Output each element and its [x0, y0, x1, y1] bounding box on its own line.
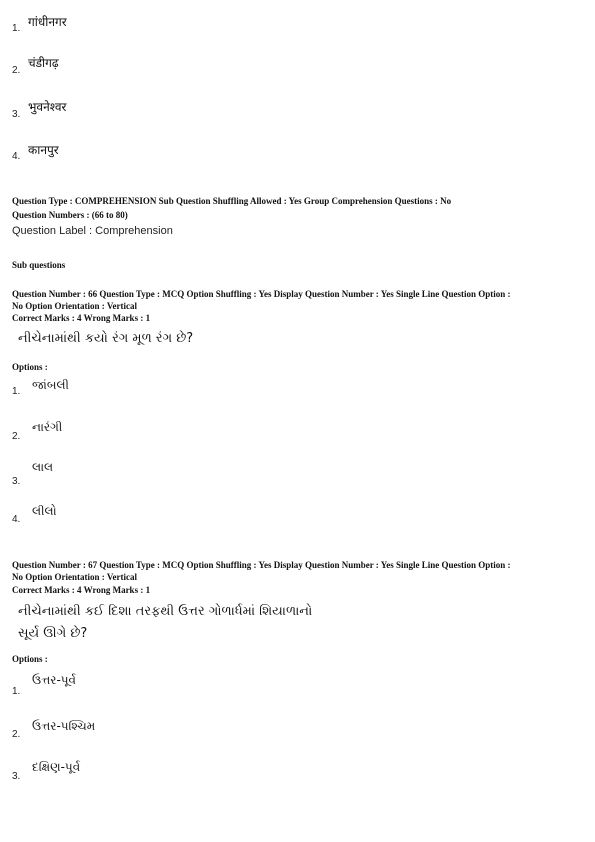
- option-number: 1.: [12, 23, 21, 34]
- q67-options-label: Options :: [12, 654, 48, 664]
- option-text: गांधीनगर: [28, 15, 67, 29]
- option-text: कानपुर: [28, 143, 59, 157]
- option-text: चंडीगढ़: [28, 56, 59, 70]
- option-number: 4.: [12, 151, 21, 162]
- q66-meta-line-1: Question Number : 66 Question Type : MCQ Option Shuffling : Yes Display Question Number : Yes Single Line Question Option :: [12, 289, 511, 299]
- option-number: 2.: [12, 431, 21, 442]
- q66-options-label: Options :: [12, 362, 48, 372]
- q67-meta-line-2: No Option Orientation : Vertical: [12, 572, 137, 582]
- option-number: 3.: [12, 771, 21, 782]
- option-text: भुवनेश्वर: [28, 100, 67, 114]
- option-text: નારંગી: [32, 420, 63, 434]
- q66-question-text: નીચેનામાંથી કયો રંગ મૂળ રંગ છે?: [18, 331, 194, 346]
- option-number: 2.: [12, 65, 21, 76]
- sub-questions-heading: Sub questions: [12, 260, 66, 270]
- option-number: 3.: [12, 476, 21, 487]
- question-numbers-line: Question Numbers : (66 to 80): [12, 210, 128, 220]
- option-text: લાલ: [32, 460, 54, 474]
- option-text: દક્ષિણ-પૂર્વ: [32, 760, 81, 774]
- q67-question-line-1: નીચેનામાંથી કઈ દિશા તરફથી ઉત્તર ગોળાર્ધમાં શિયાળાનો: [18, 604, 313, 619]
- q66-marks: Correct Marks : 4 Wrong Marks : 1: [12, 313, 151, 323]
- option-number: 2.: [12, 729, 21, 740]
- option-number: 1.: [12, 386, 21, 397]
- q67-question-line-2: સૂર્ય ઊગે છે?: [18, 626, 88, 641]
- question-label-line: Question Label : Comprehension: [12, 225, 173, 237]
- option-text: જાંબલી: [32, 378, 69, 392]
- option-number: 4.: [12, 514, 21, 525]
- option-text: લીલો: [32, 504, 57, 518]
- option-number: 1.: [12, 686, 21, 697]
- q67-meta-line-1: Question Number : 67 Question Type : MCQ Option Shuffling : Yes Display Question Number : Yes Single Line Question Option :: [12, 560, 511, 570]
- option-text: ઉત્તર-પશ્ચિમ: [32, 719, 96, 733]
- q67-marks: Correct Marks : 4 Wrong Marks : 1: [12, 585, 151, 595]
- comprehension-type-line: Question Type : COMPREHENSION Sub Question Shuffling Allowed : Yes Group Comprehension Questions : No: [12, 196, 452, 206]
- option-number: 3.: [12, 109, 21, 120]
- option-text: ઉત્તર-પૂર્વ: [32, 673, 77, 687]
- q66-meta-line-2: No Option Orientation : Vertical: [12, 301, 137, 311]
